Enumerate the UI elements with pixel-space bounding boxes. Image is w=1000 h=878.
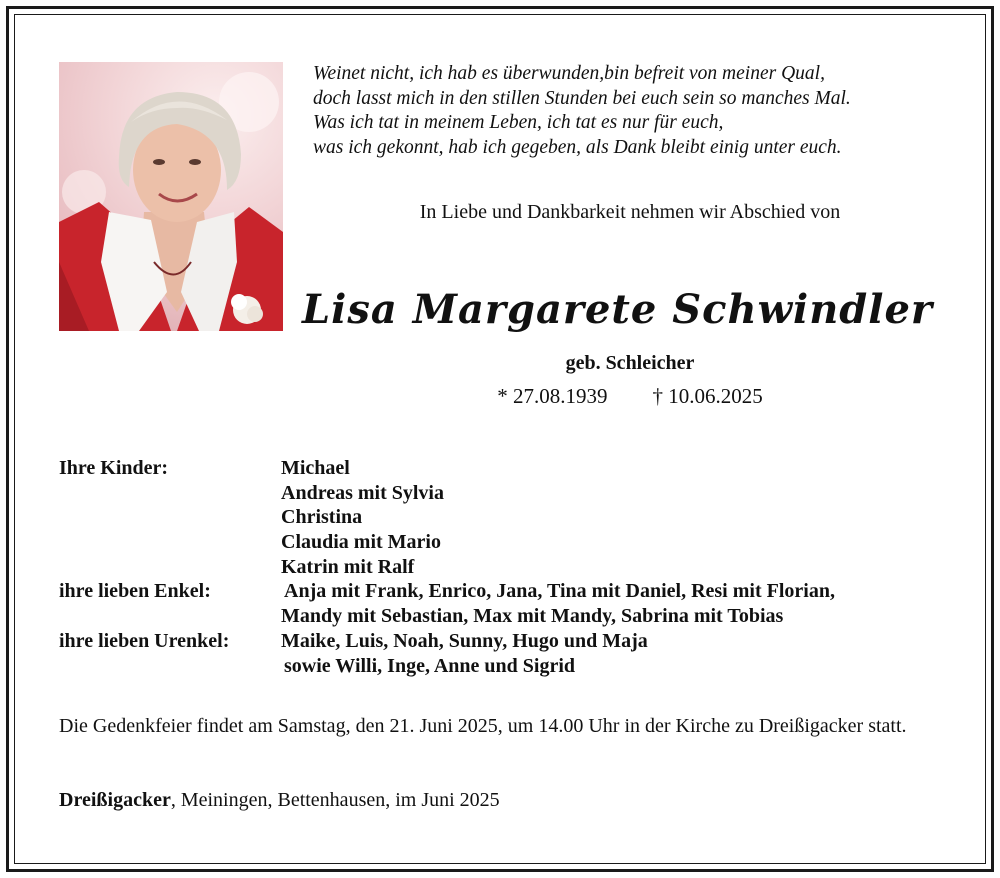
family-row: [59, 555, 979, 580]
great-grandchildren-names: sowie Willi, Inge, Anne und Sigrid: [284, 654, 576, 677]
child-name: Christina: [281, 506, 363, 529]
family-row: [59, 505, 979, 530]
child-name: Claudia mit Mario: [281, 531, 441, 554]
family-row: [59, 481, 979, 506]
birth-date: * 27.08.1939: [497, 384, 608, 408]
family-row: [59, 604, 979, 629]
family-list: [59, 456, 979, 678]
place-rest: , Meiningen, Bettenhausen, im Juni 2025: [170, 789, 500, 811]
farewell-intro: In Liebe und Dankbarkeit nehmen wir Abschied von: [419, 201, 841, 223]
deceased-name: Lisa Margarete Schwindler: [302, 286, 933, 333]
child-name: Katrin mit Ralf: [281, 555, 415, 578]
children-label: Ihre Kinder:: [59, 457, 169, 479]
child-name: Michael: [281, 457, 350, 479]
life-dates: [285, 384, 975, 409]
poem: [313, 62, 973, 160]
great-grandchildren-names: Maike, Luis, Noah, Sunny, Hugo und Maja: [281, 629, 648, 652]
family-row: [59, 629, 979, 654]
poem-line: Was ich tat in meinem Leben, ich tat es nur für euch,: [313, 112, 724, 133]
grandchildren-label: ihre lieben Enkel:: [59, 580, 211, 603]
family-row: [59, 579, 979, 604]
family-row: [59, 654, 979, 679]
memorial-service-info: Die Gedenkfeier findet am Samstag, den 21. Juni 2025, um 14.00 Uhr in der Kirche zu Dreißigacker statt.: [59, 715, 907, 737]
poem-line: was ich gekonnt, hab ich gegeben, als Dank bleibt einig unter euch.: [313, 136, 842, 158]
portrait-illustration: [59, 62, 283, 331]
family-row: [59, 530, 979, 555]
great-grandchildren-label: ihre lieben Urenkel:: [59, 629, 230, 652]
portrait-photo: [59, 62, 283, 331]
poem-line: doch lasst mich in den stillen Stunden bei euch sein so manches Mal.: [313, 87, 851, 109]
poem-line: Weinet nicht, ich hab es überwunden,bin befreit von meiner Qual,: [313, 63, 825, 84]
place-and-date: [59, 789, 959, 812]
grandchildren-names: Anja mit Frank, Enrico, Jana, Tina mit Daniel, Resi mit Florian,: [284, 580, 835, 603]
place-bold: Dreißigacker: [59, 789, 171, 811]
death-date: † 10.06.2025: [652, 384, 763, 408]
grandchildren-names: Mandy mit Sebastian, Max mit Mandy, Sabrina mit Tobias: [281, 605, 784, 628]
birth-name: geb. Schleicher: [565, 352, 695, 374]
family-row: [59, 456, 979, 481]
child-name: Andreas mit Sylvia: [281, 481, 444, 504]
